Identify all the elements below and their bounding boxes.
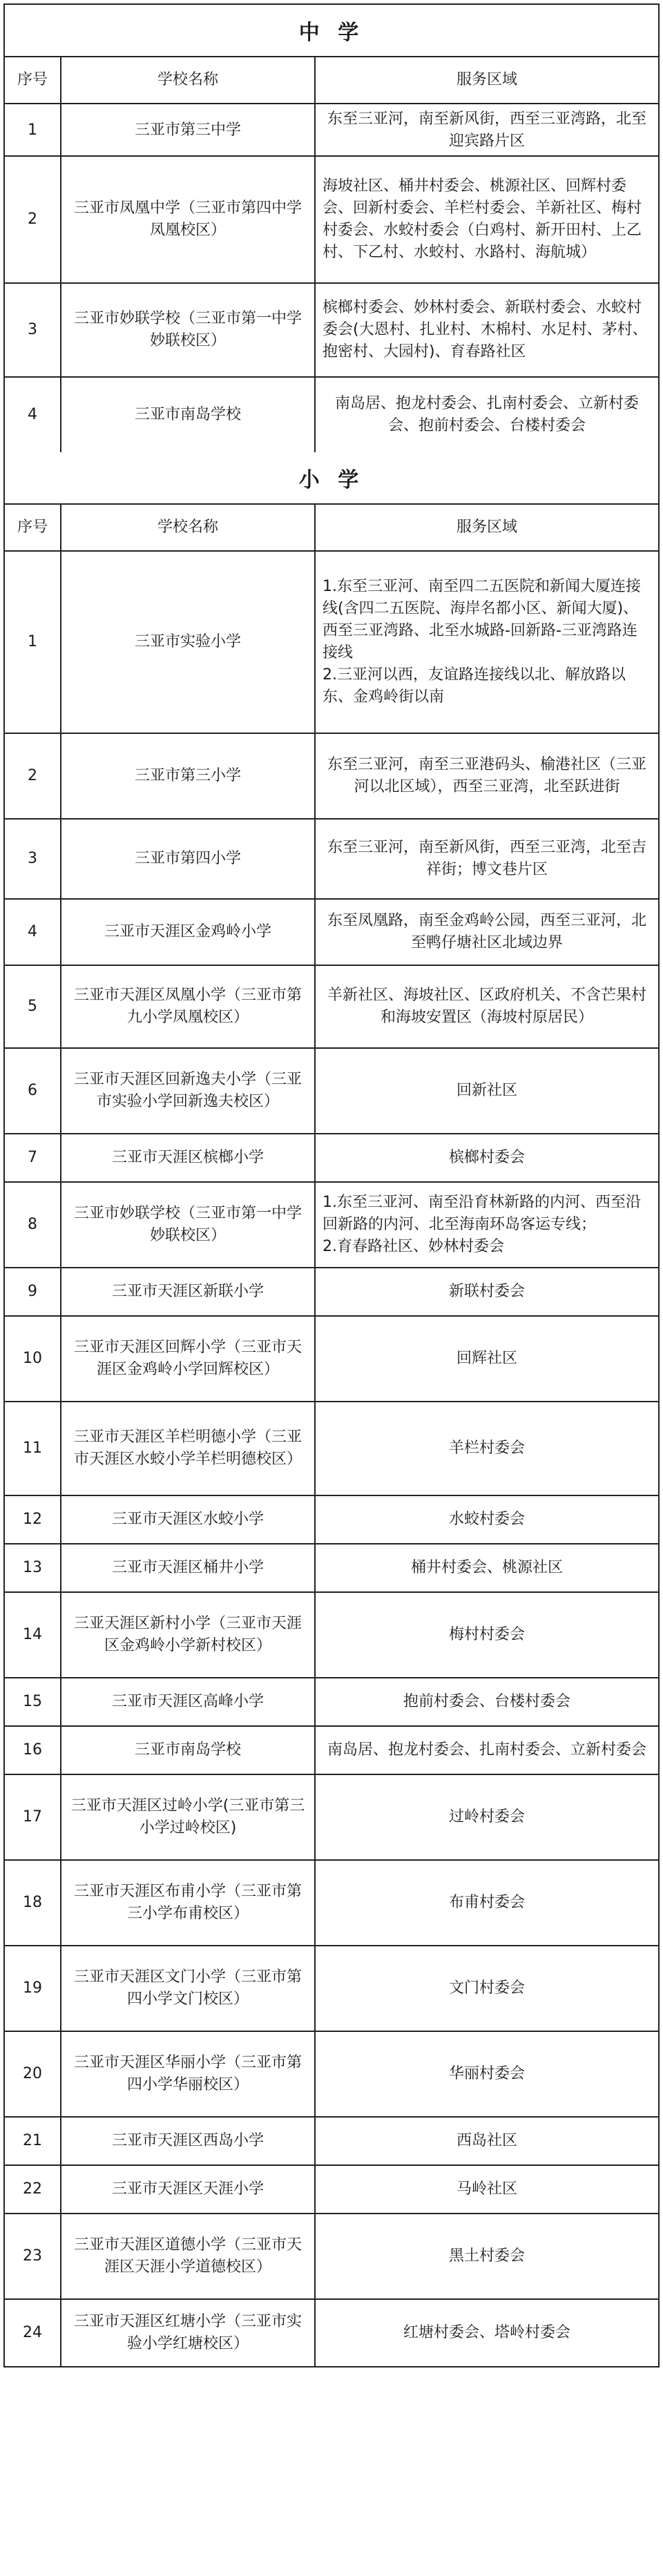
school-name: 三亚市实验小学	[61, 552, 316, 733]
header-school: 学校名称	[61, 505, 316, 550]
table-row	[5, 1402, 658, 1496]
row-number: 2	[5, 734, 61, 818]
row-number: 4	[5, 900, 61, 965]
table-row	[5, 1775, 658, 1861]
school-name: 三亚市天涯区槟榔小学	[61, 1134, 316, 1181]
service-area: 东至三亚河，南至新风街，西至三亚湾，北至吉祥街；博文巷片区	[327, 839, 646, 878]
table-row	[5, 966, 658, 1049]
table-row	[5, 2214, 658, 2300]
school-name: 三亚市天涯区西岛小学	[61, 2118, 316, 2165]
school-district-table	[3, 3, 660, 2367]
table-row	[5, 1317, 658, 1402]
table-row	[5, 734, 658, 820]
row-number: 8	[5, 1183, 61, 1267]
school-name: 三亚市凤凰中学（三亚市第四中学凤凰校区）	[61, 157, 316, 282]
school-name: 三亚市天涯区回新逸夫小学（三亚市实验小学回新逸夫校区）	[61, 1049, 316, 1133]
school-name: 三亚市第三中学	[61, 104, 316, 157]
row-number: 7	[5, 1134, 61, 1181]
school-name: 三亚市妙联学校（三亚市第一中学妙联校区）	[61, 284, 316, 376]
section-title: 中 学	[5, 5, 658, 57]
school-name: 三亚市天涯区新联小学	[61, 1268, 316, 1315]
row-number: 12	[5, 1496, 61, 1543]
header-number: 序号	[5, 57, 61, 103]
table-row	[5, 1134, 658, 1183]
section-title: 小 学	[5, 452, 658, 505]
service-area: 桶井村委会、桃源社区	[410, 1559, 563, 1577]
school-name: 三亚市天涯区过岭小学(三亚市第三小学过岭校区)	[61, 1775, 316, 1859]
table-row	[5, 552, 658, 734]
row-number: 6	[5, 1049, 61, 1133]
service-area: 抱前村委会、台楼村委会	[403, 1693, 570, 1711]
table-row	[5, 2166, 658, 2214]
service-area: 槟榔村委会、妙林村委会、新联村委会、水蛟村委会(大恩村、扎业村、木棉村、水足村、茅村、抱密村、大园村)、育春路社区	[323, 299, 648, 360]
school-name: 三亚市天涯区水蛟小学	[61, 1496, 316, 1543]
school-name: 三亚市天涯区凤凰小学（三亚市第九小学凤凰校区）	[61, 966, 316, 1047]
service-area: 南岛居、抱龙村委会、扎南村委会、立新村委会	[327, 1741, 646, 1759]
service-area: 羊栏村委会	[448, 1440, 525, 1458]
row-number: 17	[5, 1775, 61, 1859]
service-area: 红塘村委会、塔岭村委会	[403, 2324, 570, 2342]
header-row	[5, 505, 658, 552]
school-name: 三亚市第四小学	[61, 820, 316, 898]
row-number: 11	[5, 1402, 61, 1495]
service-area: 1.东至三亚河、南至四二五医院和新闻大厦连接线(含四二五医院、海岸名都小区、新闻大厦)、西至三亚湾路、北至水城路-回新路-三亚湾路连接线 2.三亚河以西，友谊路连接线以北、解放路以东、金鸡岭街以南	[323, 578, 641, 706]
service-area: 1.东至三亚河、南至沿育林新路的内河、西至沿回新路的内河、北至海南环岛客运专线； 2.育春路社区、妙林村委会	[323, 1194, 641, 1255]
row-number: 1	[5, 104, 61, 157]
table-row	[5, 2300, 658, 2366]
service-area: 南岛居、抱龙村委会、扎南村委会、立新村委会、抱前村委会、台楼村委会	[334, 395, 639, 434]
table-row	[5, 820, 658, 900]
row-number: 13	[5, 1544, 61, 1591]
header-number: 序号	[5, 505, 61, 550]
service-area: 黑土村委会	[448, 2247, 525, 2265]
school-name: 三亚市第三小学	[61, 734, 316, 818]
school-name: 三亚市天涯区文门小学（三亚市第四小学文门校区）	[61, 1946, 316, 2031]
table-row	[5, 1593, 658, 1678]
row-number: 15	[5, 1678, 61, 1725]
table-row	[5, 1496, 658, 1544]
table-row	[5, 1678, 658, 1727]
table-row	[5, 2118, 658, 2166]
table-row	[5, 284, 658, 378]
table-row	[5, 1183, 658, 1268]
service-area: 回新社区	[456, 1082, 517, 1100]
school-name: 三亚市天涯区高峰小学	[61, 1678, 316, 1725]
service-area: 羊新社区、海坡社区、区政府机关、不含芒果村和海坡安置区（海坡村原居民）	[327, 987, 646, 1026]
school-name: 三亚天涯区新村小学（三亚市天涯区金鸡岭小学新村校区）	[61, 1593, 316, 1677]
row-number: 18	[5, 1861, 61, 1945]
header-row	[5, 57, 658, 104]
service-area: 文门村委会	[448, 1979, 525, 1997]
row-number: 1	[5, 552, 61, 733]
table-row	[5, 104, 658, 157]
row-number: 14	[5, 1593, 61, 1677]
school-name: 三亚市天涯区羊栏明德小学（三亚市天涯区水蛟小学羊栏明德校区）	[61, 1402, 316, 1495]
service-area: 梅村村委会	[448, 1626, 525, 1644]
row-number: 5	[5, 966, 61, 1047]
service-area: 槟榔村委会	[448, 1149, 525, 1167]
row-number: 24	[5, 2300, 61, 2366]
table-row	[5, 1544, 658, 1593]
service-area: 华丽村委会	[448, 2065, 525, 2083]
table-row	[5, 1049, 658, 1134]
row-number: 3	[5, 820, 61, 898]
table-row	[5, 1727, 658, 1775]
service-area: 西岛社区	[456, 2132, 517, 2150]
school-name: 三亚市天涯区道德小学（三亚市天涯区天涯小学道德校区）	[61, 2214, 316, 2298]
middle-school-section	[5, 5, 658, 452]
row-number: 21	[5, 2118, 61, 2165]
row-number: 20	[5, 2032, 61, 2116]
table-row	[5, 1861, 658, 1946]
school-name: 三亚市天涯区红塘小学（三亚市实验小学红塘校区）	[61, 2300, 316, 2366]
header-school: 学校名称	[61, 57, 316, 103]
service-area: 海坡社区、桶井村委会、桃源社区、回辉村委会、回新村委会、羊栏村委会、羊新社区、梅村村委会、水蛟村委会（白鸡村、新开田村、上乙村、下乙村、水蛟村、水路村、海航城）	[323, 177, 642, 261]
school-name: 三亚市南岛学校	[61, 378, 316, 452]
service-area: 东至凤凰路，南至金鸡岭公园，西至三亚河，北至鸭仔塘社区北域边界	[327, 912, 646, 951]
table-row	[5, 378, 658, 452]
table-row	[5, 1268, 658, 1317]
row-number: 3	[5, 284, 61, 376]
school-name: 三亚市天涯区华丽小学（三亚市第四小学华丽校区）	[61, 2032, 316, 2116]
service-area: 回辉社区	[456, 1350, 517, 1368]
row-number: 9	[5, 1268, 61, 1315]
service-area: 东至三亚河，南至三亚港码头、榆港社区（三亚河以北区域），西至三亚湾，北至跃进街	[327, 756, 646, 795]
primary-school-section	[5, 452, 658, 2366]
table-row	[5, 157, 658, 284]
service-area: 新联村委会	[448, 1283, 525, 1301]
service-area: 布甫村委会	[448, 1894, 525, 1912]
header-area: 服务区域	[456, 519, 517, 536]
service-area: 马岭社区	[456, 2180, 517, 2198]
school-name: 三亚市妙联学校（三亚市第一中学妙联校区）	[61, 1183, 316, 1267]
service-area: 东至三亚河，南至新风街，西至三亚湾路，北至迎宾路片区	[327, 110, 646, 150]
table-row	[5, 2032, 658, 2118]
service-area: 水蛟村委会	[448, 1511, 525, 1529]
table-row	[5, 900, 658, 966]
school-name: 三亚市天涯区桶井小学	[61, 1544, 316, 1591]
row-number: 2	[5, 157, 61, 282]
row-number: 19	[5, 1946, 61, 2031]
service-area: 过岭村委会	[448, 1808, 525, 1826]
school-name: 三亚市天涯区布甫小学（三亚市第三小学布甫校区）	[61, 1861, 316, 1945]
school-name: 三亚市天涯区金鸡岭小学	[61, 900, 316, 965]
row-number: 4	[5, 378, 61, 452]
row-number: 10	[5, 1317, 61, 1401]
row-number: 23	[5, 2214, 61, 2298]
school-name: 三亚市天涯区回辉小学（三亚市天涯区金鸡岭小学回辉校区）	[61, 1317, 316, 1401]
row-number: 16	[5, 1727, 61, 1774]
table-row	[5, 1946, 658, 2032]
school-name: 三亚市天涯区天涯小学	[61, 2166, 316, 2213]
header-area: 服务区域	[456, 71, 517, 89]
school-name: 三亚市南岛学校	[61, 1727, 316, 1774]
row-number: 22	[5, 2166, 61, 2213]
